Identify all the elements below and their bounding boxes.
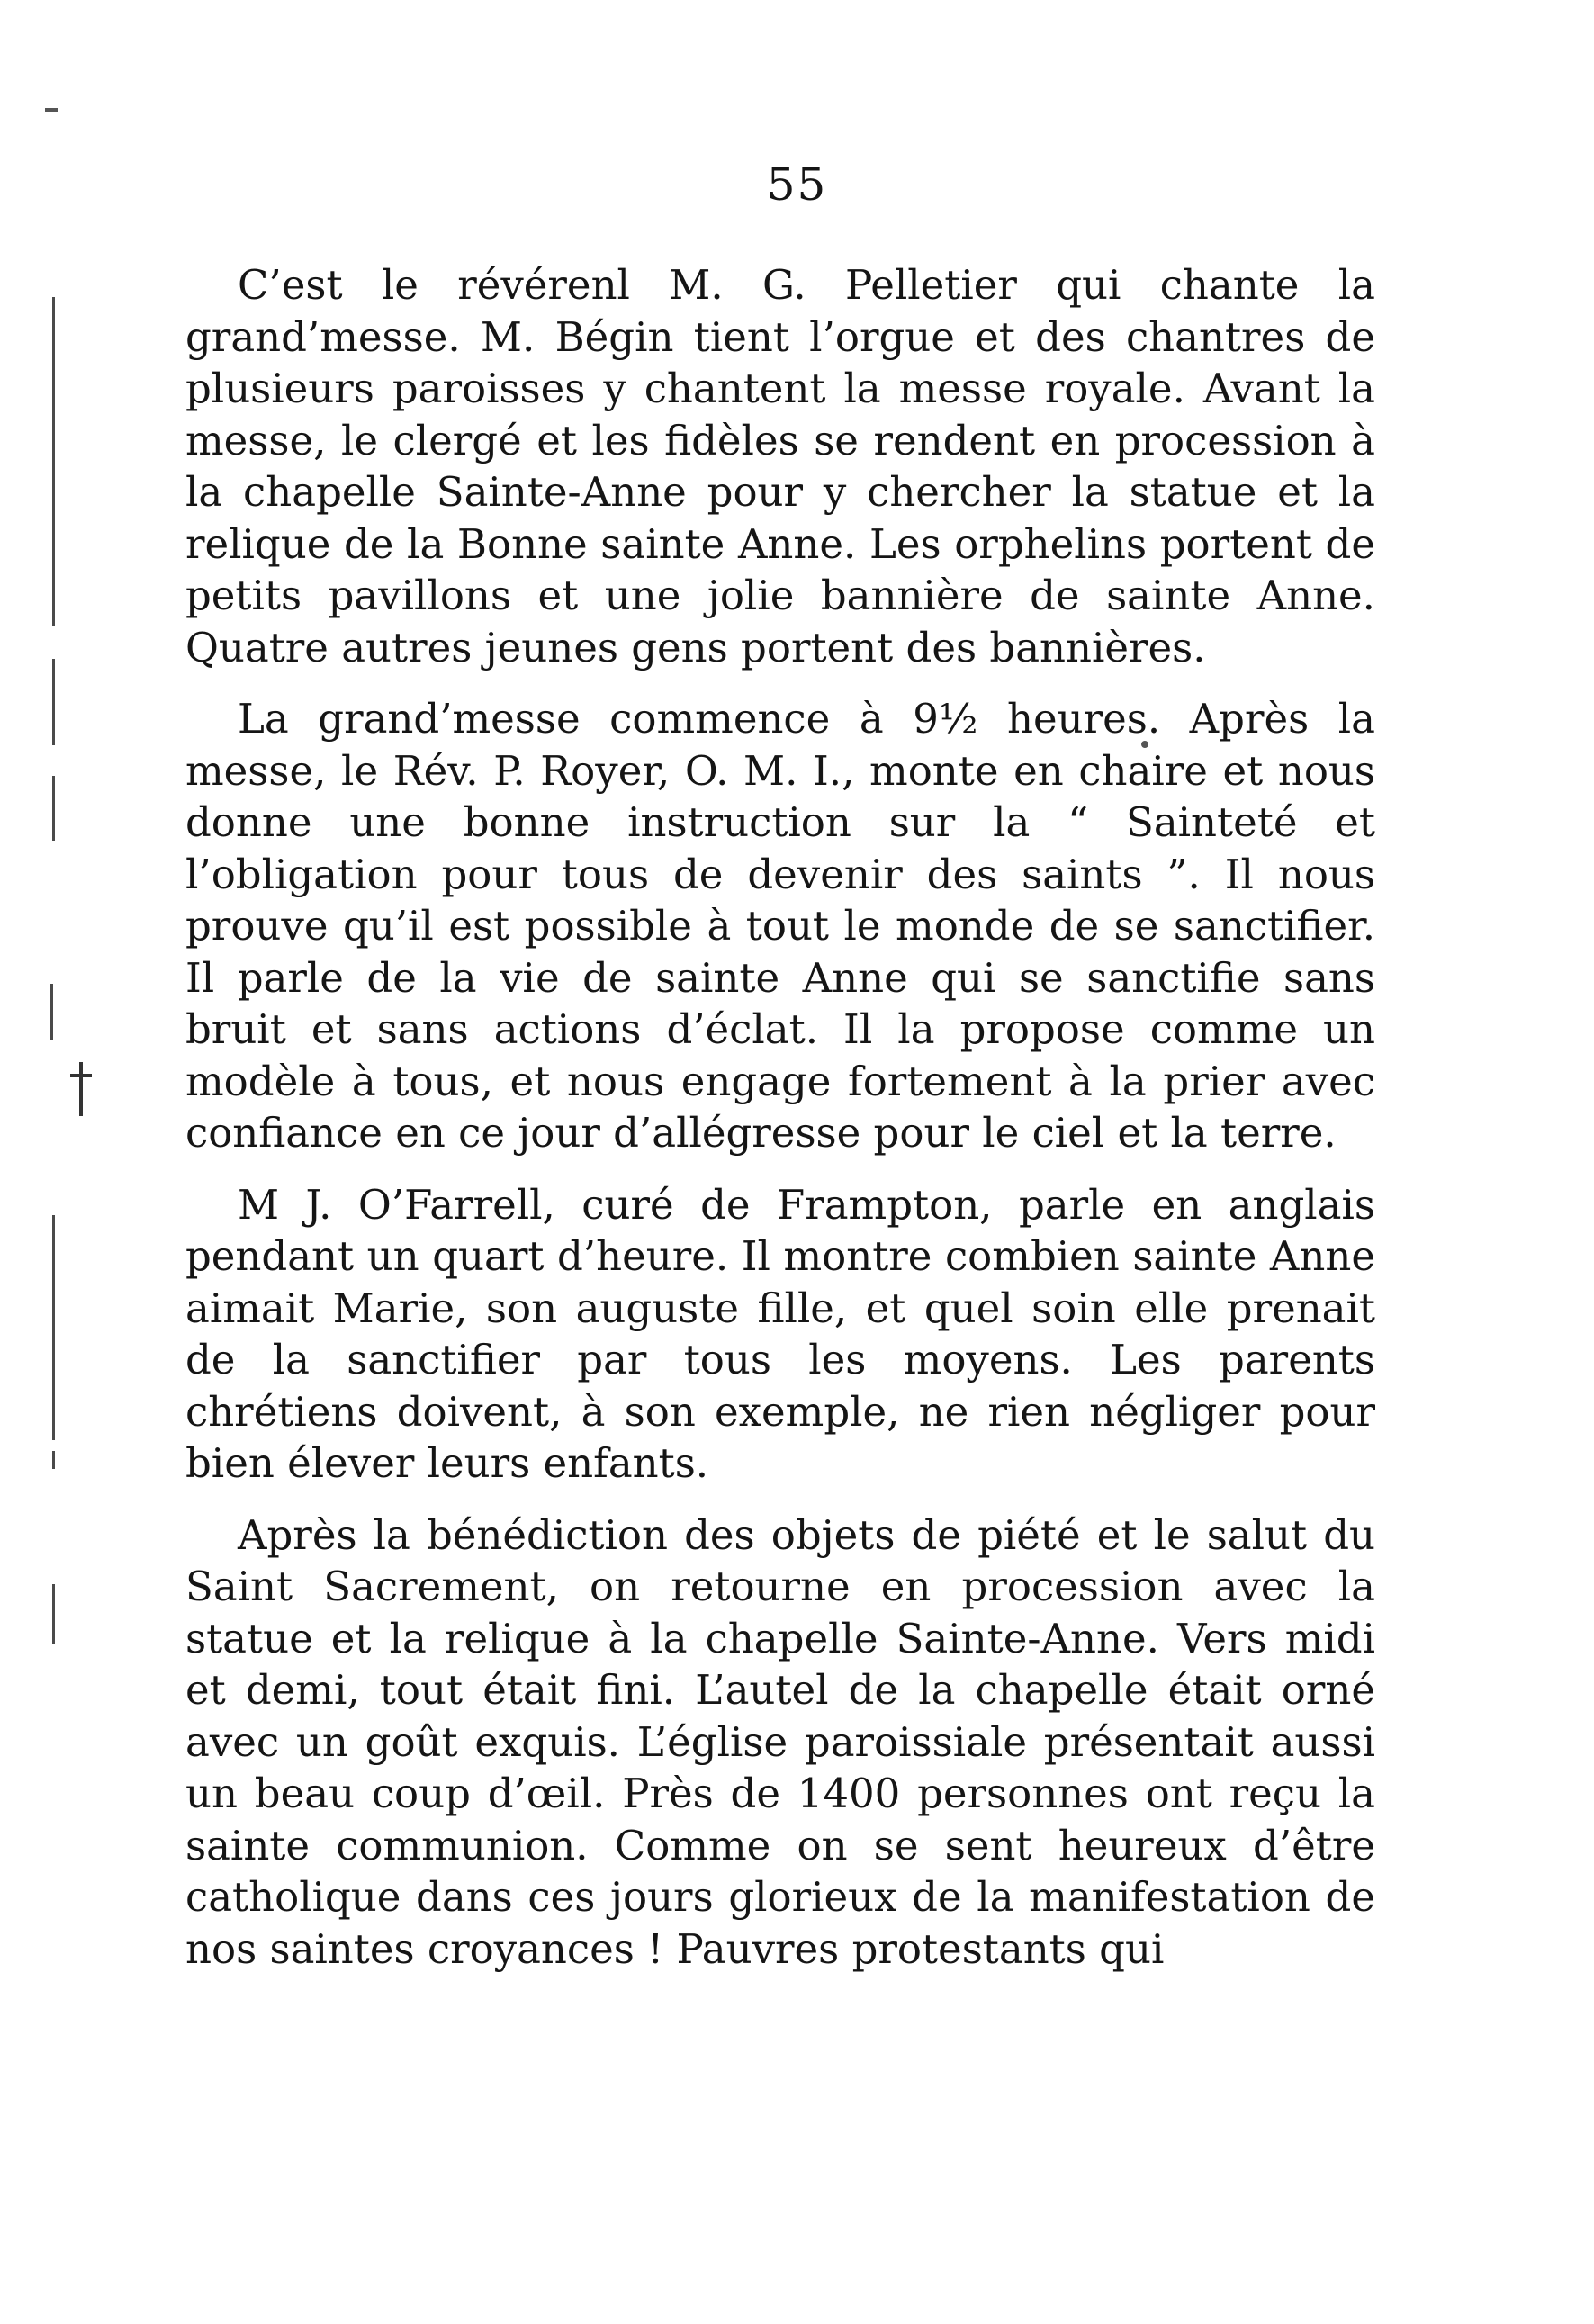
left-margin-rule-7 bbox=[52, 1584, 55, 1644]
left-margin-rule-4 bbox=[50, 984, 53, 1040]
page-number: 55 bbox=[766, 158, 828, 211]
margin-dash-mark bbox=[45, 108, 58, 112]
left-margin-rule-3 bbox=[52, 776, 55, 841]
paragraph-4: Après la bénédiction des objets de piété et le salut du Saint Sacrement, on retourne en procession avec la statue et la relique à la chapelle Sainte-Anne. Vers midi et demi, tout était fini. L’autel de la chapelle était orné avec un goût exquis. L’église paroissiale présentait aussi un beau coup d’œil. Près de 1400 personnes ont reçu la sainte communion. Comme on se sent heureux d’être catholique dans ces jours glorieux de la manifestation de nos saintes croyances ! Pauvres protestants qui bbox=[185, 1510, 1375, 1973]
margin-dagger-mark bbox=[70, 1062, 92, 1116]
paragraph-1: C’est le révérenl M. G. Pelletier qui chante la grand’messe. M. Bégin tient l’orgue et des chantres de plusieurs paroisses y chantent la messe royale. Avant la messe, le clergé et les fidèles se rendent en procession à la chapelle Sainte-Anne pour y chercher la statue et la relique de la Bonne sainte Anne. Les orphelins portent de petits pavillons et une jolie bannière de sainte Anne. Quatre autres jeunes gens portent des bannières. bbox=[185, 261, 1375, 671]
left-margin-rule-1 bbox=[52, 297, 55, 626]
left-margin-rule-2 bbox=[52, 659, 55, 745]
left-margin-rule-6 bbox=[52, 1451, 55, 1469]
left-margin-rule-5 bbox=[52, 1215, 55, 1440]
paragraph-2: La grand’messe commence à 9½ heures. Après la messe, le Rév. P. Royer, O. M. I., monte en chaire et nous donne une bonne instruction sur la “ Sainteté et l’obligation pour tous de devenir des saints ”. Il nous prouve qu’il est possible à tout le monde de se sanctifier. Il parle de la vie de sainte Anne qui se sanctifie sans bruit et sans actions d’éclat. Il la propose comme un modèle à tous, et nous engage fortement à la prier avec confiance en ce jour d’allégresse pour le ciel et la terre. bbox=[185, 695, 1375, 1157]
paragraph-3: M J. O’Farrell, curé de Frampton, parle en anglais pendant un quart d’heure. Il montre combien sainte Anne aimait Marie, son auguste fille, et quel soin elle prenait de la sanctifier par tous les moyens. Les parents chrétiens doivent, à son exemple, ne rien négliger pour bien élever leurs enfants. bbox=[185, 1180, 1375, 1487]
page-text bbox=[185, 259, 1375, 1975]
